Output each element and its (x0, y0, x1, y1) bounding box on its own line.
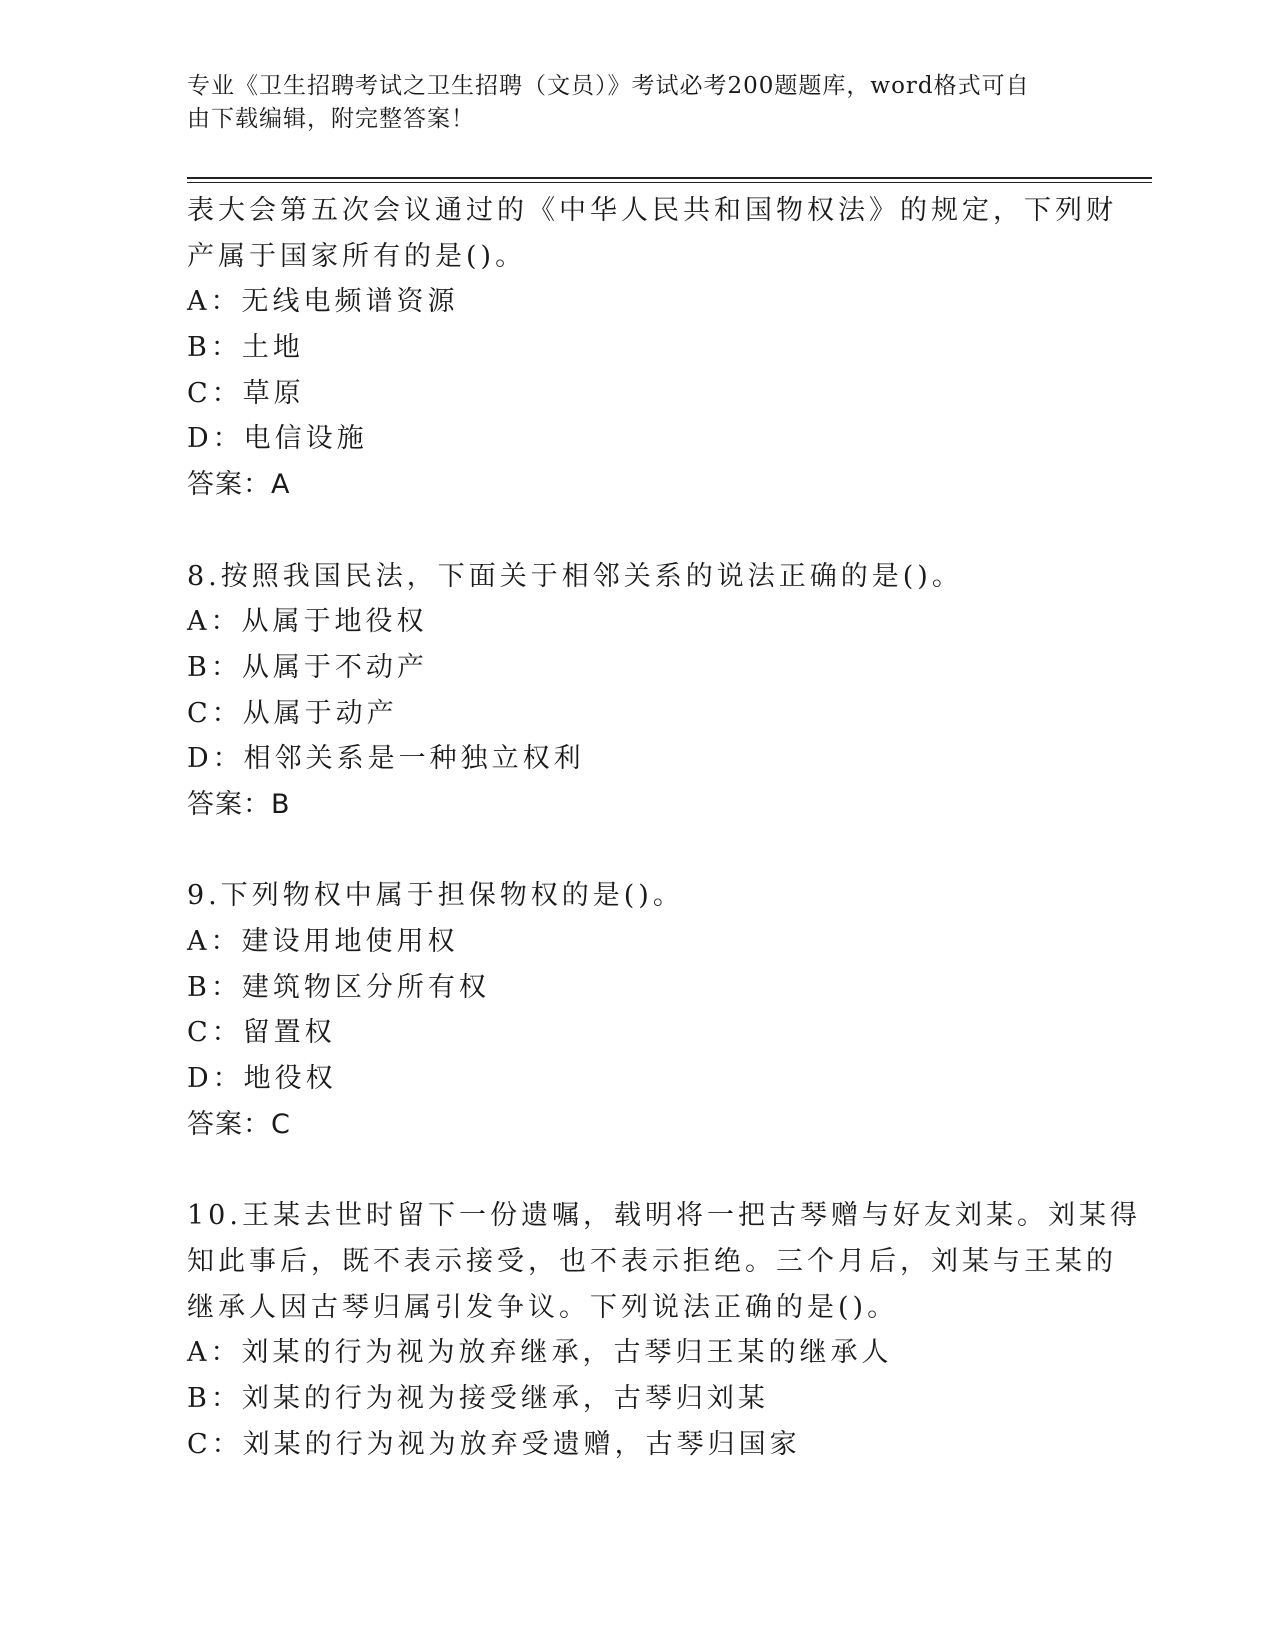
option-d: D：地役权 (187, 1063, 337, 1095)
question-8 (187, 554, 1087, 828)
header-divider (187, 177, 1152, 183)
document-header (187, 70, 1067, 136)
question-stem: 9.下列物权中属于担保物权的是()。 (187, 880, 684, 912)
option-a: A：刘某的行为视为放弃继承，古琴归王某的继承人 (187, 1337, 893, 1369)
spacer (187, 1147, 1087, 1193)
question-9 (187, 873, 1087, 1147)
option-a: A：无线电频谱资源 (187, 286, 459, 318)
answer: 答案：C (187, 1108, 291, 1140)
question-stem: 产属于国家所有的是()。 (187, 240, 527, 272)
option-c: C：留置权 (187, 1017, 336, 1049)
option-b: B：从属于不动产 (187, 651, 428, 683)
question-list (187, 188, 1141, 1467)
question-stem: 继承人因古琴归属引发争议。下列说法正确的是()。 (187, 1291, 899, 1323)
option-b: B：建筑物区分所有权 (187, 971, 490, 1003)
spacer (187, 828, 1087, 874)
option-c: C：草原 (187, 377, 305, 409)
question-stem: 知此事后，既不表示接受，也不表示拒绝。三个月后，刘某与王某的 (187, 1245, 1117, 1277)
header-line-1: 专业《卫生招聘考试之卫生招聘（文员）》考试必考200题题库，word格式可自 (187, 73, 1030, 99)
spacer (187, 508, 1087, 554)
question-10 (187, 1193, 1141, 1467)
option-d: D：相邻关系是一种独立权利 (187, 743, 585, 775)
answer: 答案：B (187, 788, 291, 820)
question-stem: 8.按照我国民法，下面关于相邻关系的说法正确的是()。 (187, 560, 963, 592)
option-a: A：建设用地使用权 (187, 926, 459, 957)
question-7 (187, 188, 1117, 508)
option-d: D：电信设施 (187, 423, 368, 455)
question-stem: 表大会第五次会议通过的《中华人民共和国物权法》的规定，下列财 (187, 195, 1117, 226)
option-b: B：刘某的行为视为接受继承，古琴归刘某 (187, 1382, 769, 1414)
answer: 答案：A (187, 469, 291, 501)
option-c: C：从属于动产 (187, 697, 398, 729)
option-c: C：刘某的行为视为放弃受遗赠，古琴归国家 (187, 1428, 801, 1460)
option-b: B：土地 (187, 332, 304, 364)
question-stem: 10.王某去世时留下一份遗嘱，载明将一把古琴赠与好友刘某。刘某得 (187, 1200, 1141, 1232)
option-a: A：从属于地役权 (187, 606, 428, 638)
header-line-2: 由下载编辑，附完整答案！ (187, 106, 475, 132)
